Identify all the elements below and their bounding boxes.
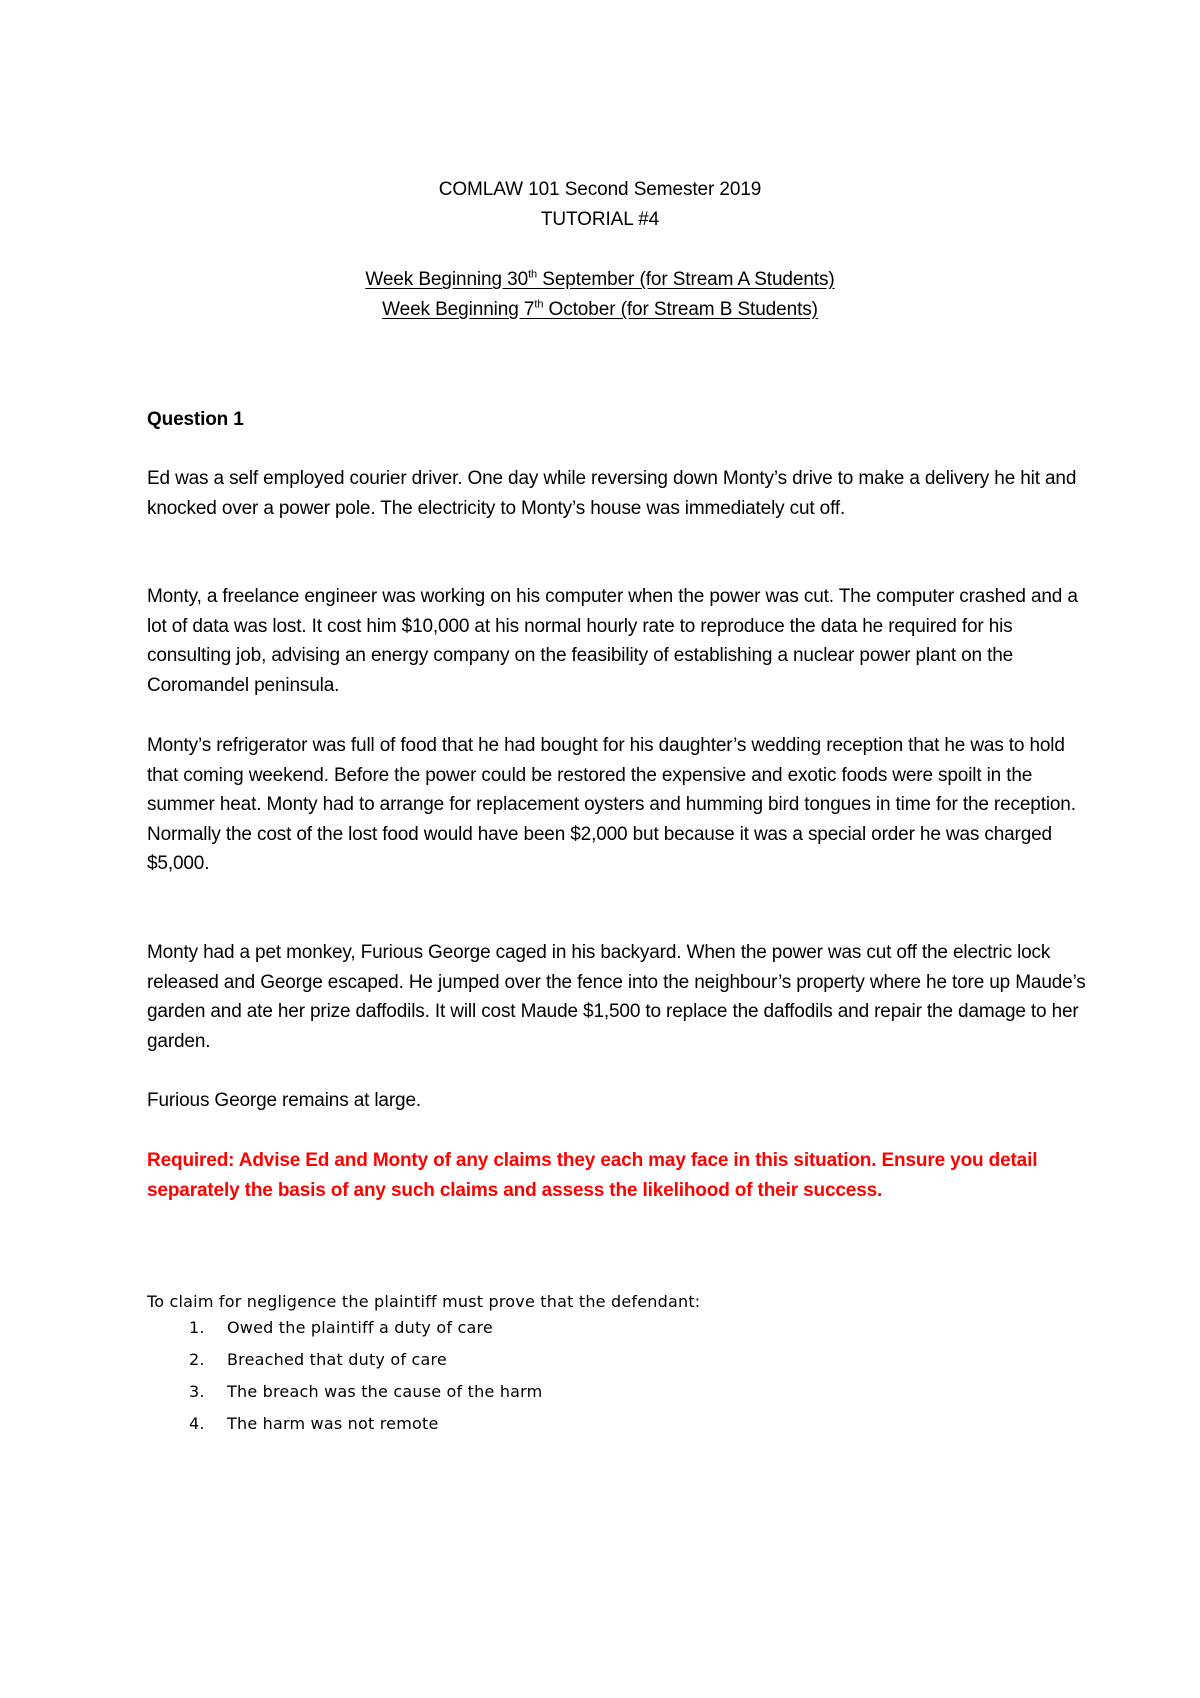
list-item	[189, 1408, 889, 1440]
question-heading: Question 1	[147, 409, 244, 430]
negligence-elements-list	[189, 1312, 889, 1440]
paragraph-ed: Ed was a self employed courier driver. One day while reversing down Monty’s drive to make a delivery he hit and knocked over a power pole. The electricity to Monty’s house was immediately cut off.	[147, 468, 1077, 519]
week-stream-b-suffix: October (for Stream B Students)	[543, 299, 818, 320]
list-number: 4.	[189, 1414, 205, 1433]
week-stream-b	[0, 295, 1200, 325]
list-number: 1.	[189, 1318, 205, 1337]
list-text: Breached that duty of care	[227, 1350, 447, 1369]
list-item	[189, 1376, 889, 1408]
list-text: Owed the plaintiff a duty of care	[227, 1318, 493, 1337]
list-text: The breach was the cause of the harm	[227, 1382, 543, 1401]
week-stream-b-prefix: Week Beginning 7	[382, 299, 535, 320]
week-stream-a-suffix: September (for Stream A Students)	[537, 269, 835, 290]
course-title: COMLAW 101 Second Semester 2019	[438, 179, 762, 200]
tutorial-number: TUTORIAL #4	[540, 209, 660, 230]
required-instruction: Required: Advise Ed and Monty of any claims they each may face in this situation. Ensure you detail separately the basis of any such claims and assess the likelihood of their success.	[147, 1150, 1038, 1201]
week-stream-a	[0, 265, 1200, 295]
list-item	[189, 1344, 889, 1376]
list-item	[189, 1312, 889, 1344]
week-stream-b-ordinal: th	[534, 298, 544, 311]
document-header	[0, 175, 1200, 235]
list-text: The harm was not remote	[227, 1414, 439, 1433]
list-number: 3.	[189, 1382, 205, 1401]
paragraph-monkey: Monty had a pet monkey, Furious George caged in his backyard. When the power was cut off the electric lock released and George escaped. He jumped over the fence into the neighbour’s property where he tore up Maude’s garden and ate her prize daffodils. It will cost Maude $1,500 to replace the daffodils and repair the damage to her garden.	[147, 942, 1086, 1052]
paragraph-monty-computer: Monty, a freelance engineer was working on his computer when the power was cut. The computer crashed and a lot of data was lost. It cost him $10,000 at his normal hourly rate to reproduce the data he required for his consulting job, advising an energy company on the feasibility of establishing a nuclear power plant on the Coromandel peninsula.	[147, 586, 1078, 696]
week-schedule	[0, 265, 1200, 325]
paragraph-at-large: Furious George remains at large.	[147, 1090, 421, 1111]
list-number: 2.	[189, 1350, 205, 1369]
week-stream-a-prefix: Week Beginning 30	[365, 269, 529, 290]
paragraph-monty-refrigerator: Monty’s refrigerator was full of food that he had bought for his daughter’s wedding reception that he was to hold that coming weekend. Before the power could be restored the expensive and exotic foods were spoilt in the summer heat. Monty had to arrange for replacement oysters and humming bird tongues in time for the reception. Normally the cost of the lost food would have been $2,000 but because it was a special order he was charged $5,000.	[147, 735, 1076, 874]
negligence-intro: To claim for negligence the plaintiff must prove that the defendant:	[147, 1292, 701, 1311]
week-stream-a-ordinal: th	[528, 268, 538, 281]
